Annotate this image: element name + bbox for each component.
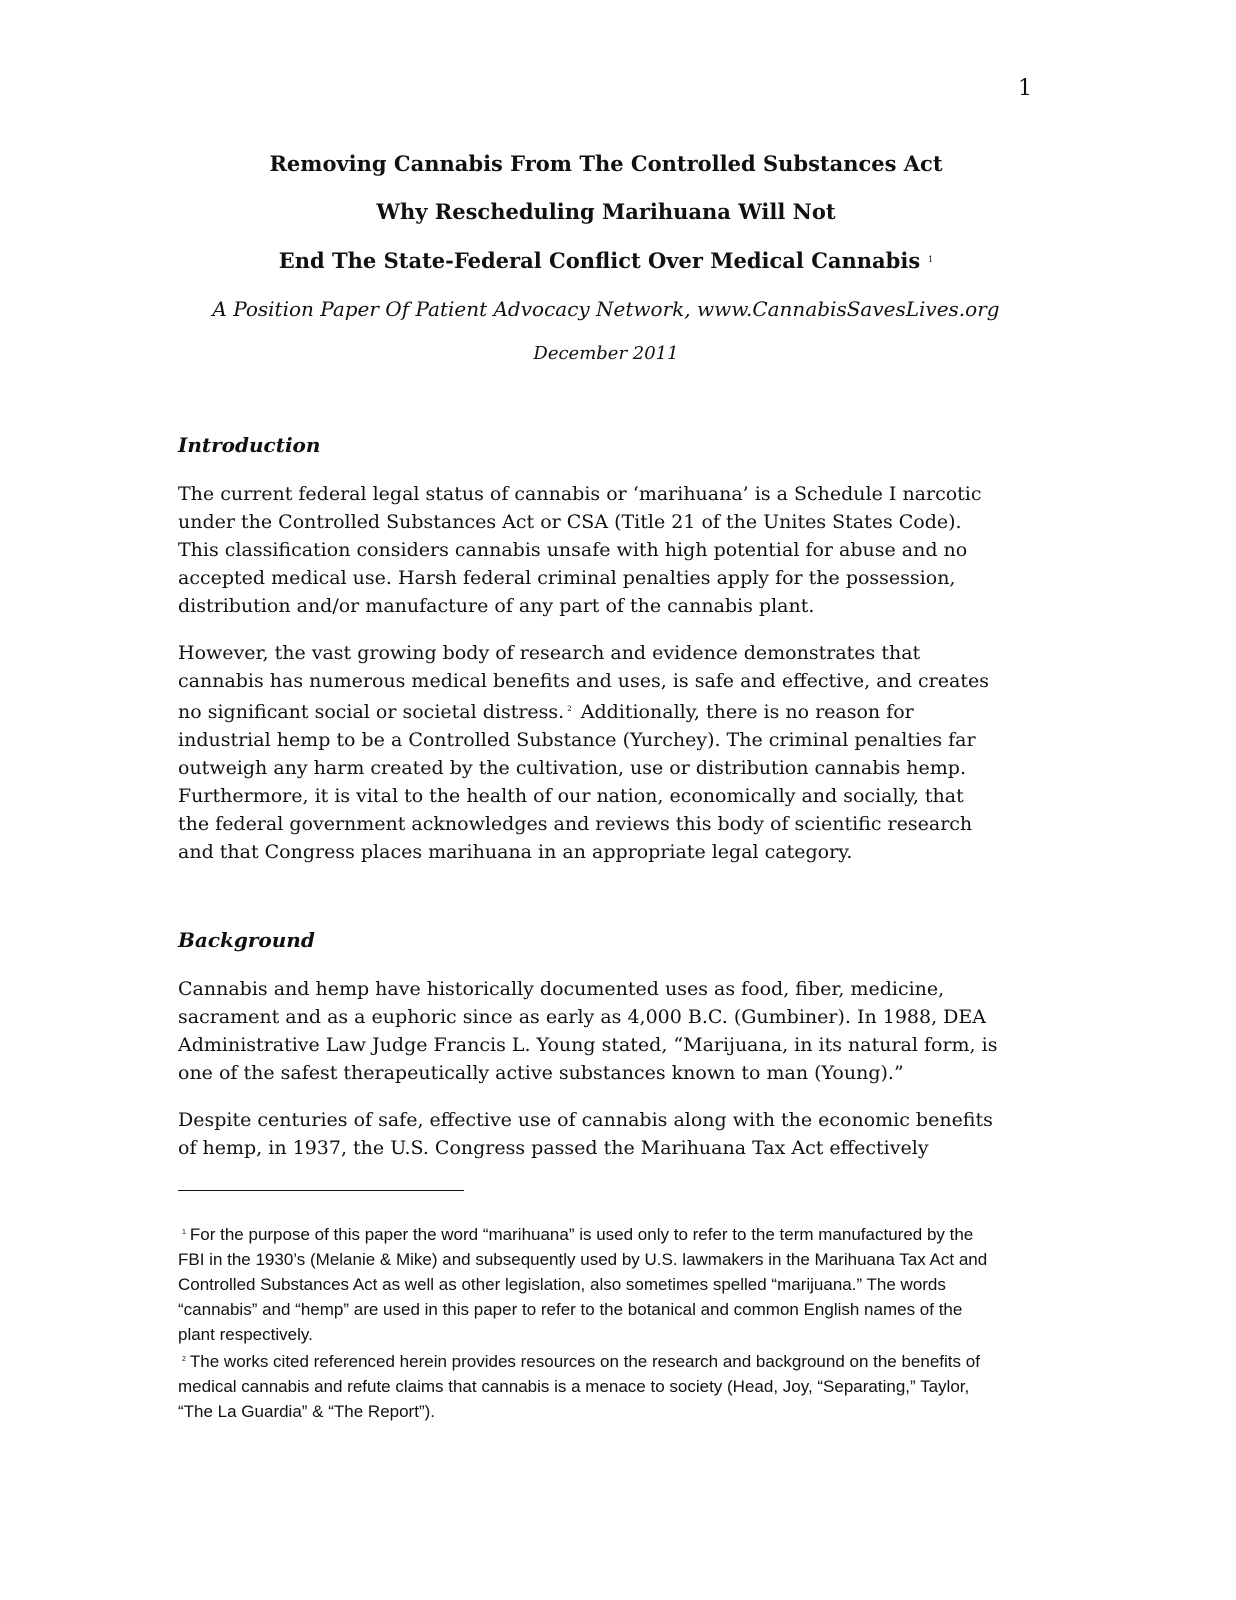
text-line: the federal government acknowledges and reviews this body of scientific research (178, 813, 973, 835)
introduction-paragraph-1 (178, 480, 1058, 620)
title-line-1: Removing Cannabis From The Controlled Substances Act (269, 151, 943, 176)
body-text (178, 430, 1058, 1181)
footnote-mark-1: 1 (182, 1229, 186, 1236)
footnote-line (178, 1347, 1058, 1374)
footnote-line: Controlled Substances Act as well as other legislation, also sometimes spelled “marijuana.” The words (178, 1275, 946, 1294)
text-line: Administrative Law Judge Francis L. Young stated, “Marijuana, in its natural form, is (178, 1034, 998, 1056)
section-spacer (178, 885, 1058, 925)
text-line: This classification considers cannabis unsafe with high potential for abuse and no (178, 539, 968, 561)
background-heading: Background (178, 928, 315, 952)
text-segment: no significant social or societal distress. (178, 701, 565, 723)
footnote-2 (178, 1347, 1058, 1424)
footnotes (178, 1220, 1058, 1424)
text-line: Cannabis and hemp have historically documented uses as food, fiber, medicine, (178, 978, 945, 1000)
footnote-line: “cannabis” and “hemp” are used in this paper to refer to the botanical and common English names of the (178, 1300, 963, 1319)
text-line: Furthermore, it is vital to the health of our nation, economically and socially, that (178, 785, 964, 807)
text-line: outweigh any harm created by the cultivation, use or distribution cannabis hemp. (178, 757, 966, 779)
footnote-1 (178, 1220, 1058, 1347)
footnote-ref-1[interactable]: 1 (928, 255, 934, 264)
page-number: 1 (1018, 76, 1032, 101)
date: December 2011 (533, 343, 679, 364)
title-line-3-text: End The State-Federal Conflict Over Medical Cannabis (278, 248, 921, 273)
text-line: However, the vast growing body of research and evidence demonstrates that (178, 642, 921, 664)
text-line: Despite centuries of safe, effective use of cannabis along with the economic benefits (178, 1109, 993, 1131)
background-paragraph-1 (178, 975, 1058, 1087)
introduction-heading: Introduction (178, 433, 321, 457)
title-block (0, 140, 1212, 375)
footnote-text: The works cited referenced herein provides resources on the research and background on the benefits of (189, 1352, 980, 1371)
introduction-paragraph-2 (178, 639, 1058, 866)
subtitle: A Position Paper Of Patient Advocacy Network, www.CannabisSavesLives.org (212, 297, 1000, 321)
footnote-ref-2[interactable]: 2 (567, 705, 572, 713)
text-line: of hemp, in 1937, the U.S. Congress passed the Marihuana Tax Act effectively (178, 1137, 929, 1159)
footnote-line: plant respectively. (178, 1325, 313, 1344)
title-line-3 (0, 236, 1212, 285)
text-segment: Additionally, there is no reason for (574, 701, 914, 723)
footnote-line (178, 1220, 1058, 1247)
text-line: The current federal legal status of cannabis or ‘marihuana’ is a Schedule I narcotic (178, 483, 982, 505)
text-line: industrial hemp to be a Controlled Substance (Yurchey). The criminal penalties far (178, 729, 976, 751)
text-line: and that Congress places marihuana in an appropriate legal category. (178, 841, 853, 863)
footnote-separator (178, 1190, 464, 1191)
text-line: distribution and/or manufacture of any part of the cannabis plant. (178, 595, 815, 617)
footnote-mark-2: 2 (182, 1356, 186, 1363)
footnote-line: “The La Guardia” & “The Report”). (178, 1402, 435, 1421)
footnote-line: medical cannabis and refute claims that cannabis is a menace to society (Head, Joy, “Separating,” Taylor, (178, 1377, 970, 1396)
text-line: cannabis has numerous medical benefits and uses, is safe and effective, and creates (178, 670, 989, 692)
footnote-line: FBI in the 1930’s (Melanie & Mike) and subsequently used by U.S. lawmakers in the Marihuana Tax Act and (178, 1250, 988, 1269)
text-line: accepted medical use. Harsh federal criminal penalties apply for the possession, (178, 567, 956, 589)
background-paragraph-2 (178, 1106, 1058, 1162)
text-line: sacrament and as a euphoric since as early as 4,000 B.C. (Gumbiner). In 1988, DEA (178, 1006, 986, 1028)
footnote-text: For the purpose of this paper the word “marihuana” is used only to refer to the term manufactured by the (189, 1225, 974, 1244)
text-line (178, 695, 1058, 726)
text-line: under the Controlled Substances Act or CSA (Title 21 of the Unites States Code). (178, 511, 962, 533)
text-line: one of the safest therapeutically active substances known to man (Young).” (178, 1062, 904, 1084)
title-line-2: Why Rescheduling Marihuana Will Not (376, 199, 836, 224)
